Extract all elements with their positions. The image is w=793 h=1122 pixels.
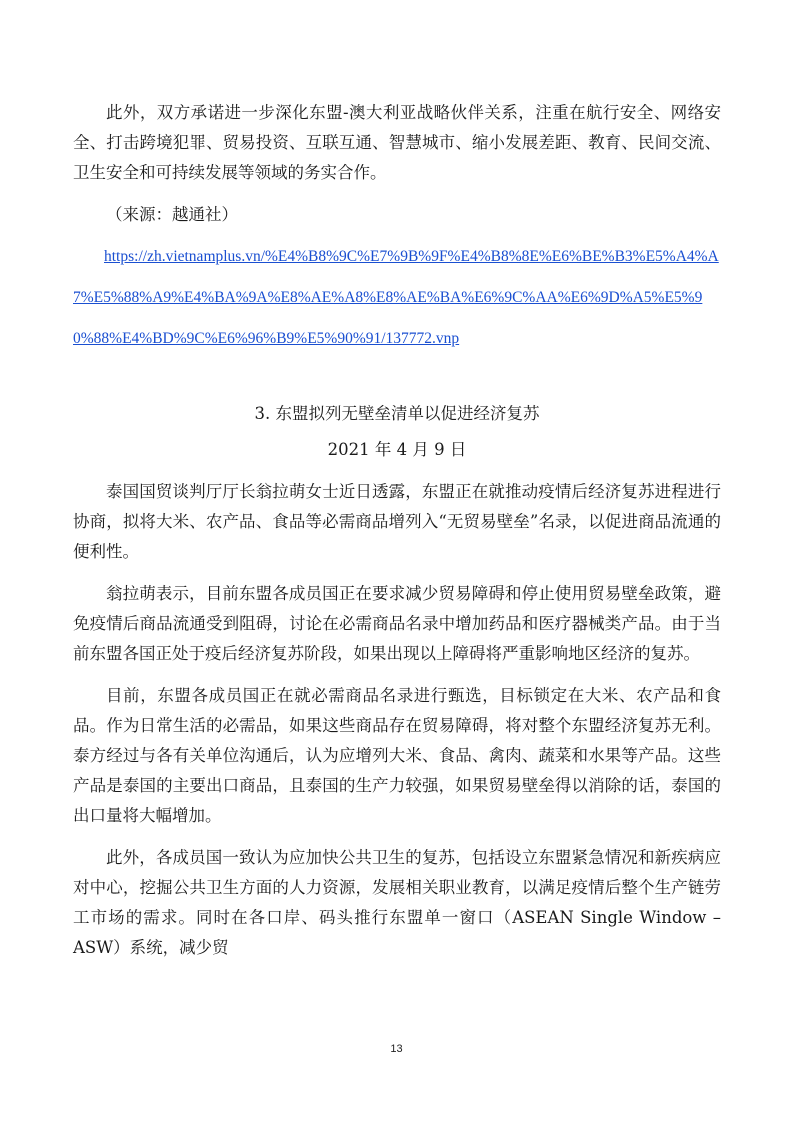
source-link[interactable]: https://zh.vietnamplus.vn/%E4%B8%9C%E7%9B%9F%E4%B8%8E%E6%BE%B3%E5%A4%A7%E5%88%A9%E4%BA%9A%E8%AE%A8%E8%AE%BA%E6%9C%AA%E6%9D%A5%E5%90%88%E4%BD%9C%E6%96%B9%E5%90%91/137772.vnp: [73, 248, 719, 347]
article-heading: 3. 东盟拟列无壁垒清单以促进经济复苏: [254, 404, 540, 423]
article-paragraph-1: 泰国国贸谈判厅厅长翁拉萌女士近日透露，东盟正在就推动疫情后经济复苏进程进行协商，拟将大米、农产品、食品等必需商品增列入“无贸易壁垒”名录，以促进商品流通的便利性。: [73, 482, 721, 561]
page-number: 13: [390, 1043, 403, 1055]
article-paragraph-4: 此外，各成员国一致认为应加快公共卫生的复苏，包括设立东盟紧急情况和新疾病应对中心，挖掘公共卫生方面的人力资源，发展相关职业教育，以满足疫情后整个生产链劳工市场的需求。同时在各口岸、码头推行东盟单一窗口（ASEAN Single Window – ASW）系统，减少贸: [73, 848, 721, 957]
source-note: （来源：越通社）: [106, 205, 238, 224]
article-paragraph-2: 翁拉萌表示，目前东盟各成员国正在要求减少贸易障碍和停止使用贸易壁垒政策，避免疫情后商品流通受到阻碍，讨论在必需商品名录中增加药品和医疗器械类产品。由于当前东盟各国正处于疫后经济复苏阶段，如果出现以上障碍将严重影响地区经济的复苏。: [73, 584, 721, 663]
article-date: 2021 年 4 月 9 日: [327, 440, 467, 459]
article-paragraph-3: 目前，东盟各成员国正在就必需商品名录进行甄选，目标锁定在大米、农产品和食品。作为日常生活的必需品，如果这些商品存在贸易障碍，将对整个东盟经济复苏无利。泰方经过与各有关单位沟通后，认为应增列大米、食品、禽肉、蔬菜和水果等产品。这些产品是泰国的主要出口商品，且泰国的生产力较强，如果贸易壁垒得以消除的话，泰国的出口量将大幅增加。: [73, 686, 721, 825]
page-content: [73, 98, 721, 975]
cooperation-paragraph: 此外，双方承诺进一步深化东盟-澳大利亚战略伙伴关系，注重在航行安全、网络安全、打击跨境犯罪、贸易投资、互联互通、智慧城市、缩小发展差距、教育、民间交流、卫生安全和可持续发展等领域的务实合作。: [73, 103, 721, 182]
